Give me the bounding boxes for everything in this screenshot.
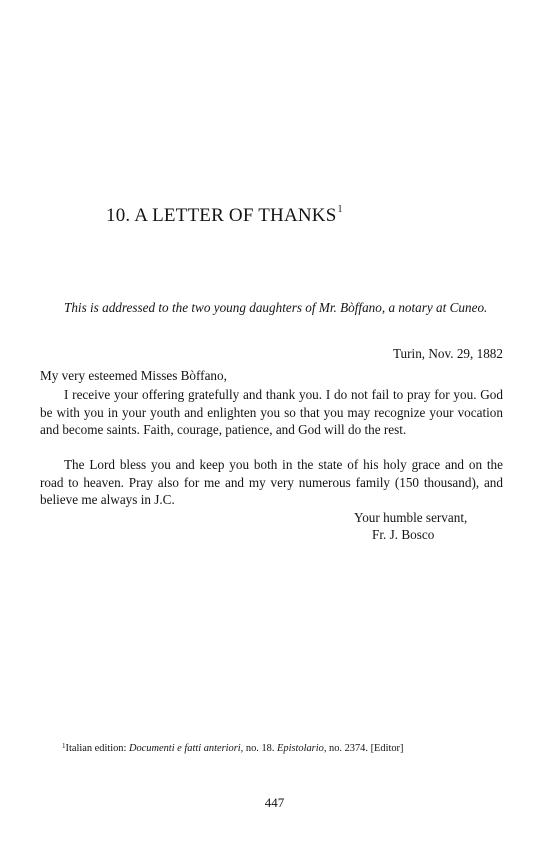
chapter-title [106, 205, 343, 227]
footnote-marker: 1 [337, 204, 343, 215]
letter-dateline: Turin, Nov. 29, 1882 [392, 346, 503, 361]
footnote-mid: , no. 18. [240, 743, 278, 754]
footnote-source-title: Epistolario [277, 743, 324, 754]
letter-closing: Your humble servant, [354, 510, 468, 525]
page-number: 447 [264, 795, 285, 810]
footnote-prefix: Italian edition: [65, 743, 129, 754]
footnote-source-title: Documenti e fatti anteriori [128, 743, 241, 754]
letter-salutation: My very esteemed Misses Bòffano, [40, 368, 227, 383]
footnote [62, 743, 403, 754]
letter-signature: Fr. J. Bosco [372, 527, 435, 542]
footnote-number: 1 [62, 742, 66, 750]
intro-note: This is addressed to the two young daughters of Mr. Bòffano, a notary at Cuneo. [64, 300, 488, 315]
letter-paragraph: The Lord bless you and keep you both in the state of his holy grace and on the road to heaven. Pray also for me and my very numerous family (150 thousand), and believe me always in J.C. [40, 457, 503, 508]
letter-paragraph: I receive your offering gratefully and thank you. I do not fail to pray for you. God be with you in your youth and enlighten you so that you may recognize your vocation and become saints. Faith, courage, patience, and God will do the rest. [40, 387, 503, 438]
footnote-suffix: , no. 2374. [Editor] [323, 743, 404, 754]
chapter-title-text: 10. A LETTER OF THANKS [106, 205, 337, 226]
